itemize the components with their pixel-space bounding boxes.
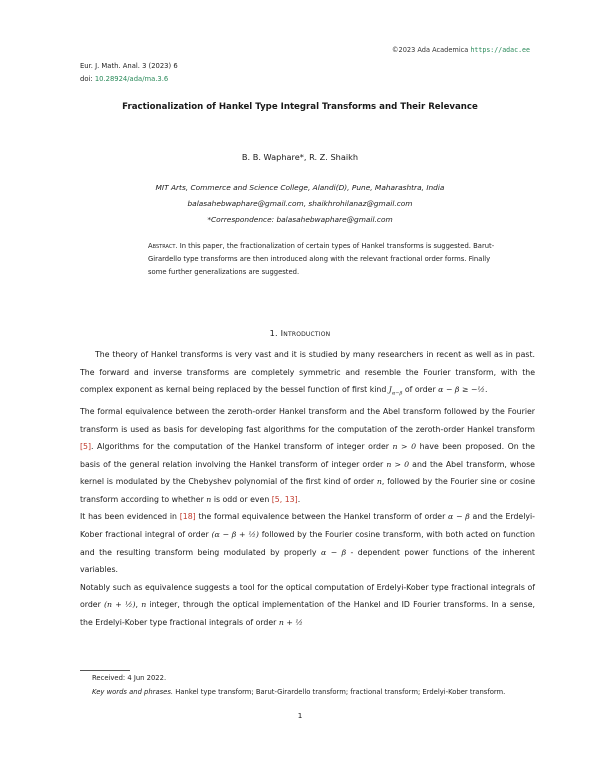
body-text bbox=[80, 346, 535, 631]
journal-url[interactable]: https://adac.ee bbox=[470, 46, 530, 54]
author-emails: balasahebwaphare@gmail.com, shaikhrohilanaz@gmail.com bbox=[187, 199, 413, 208]
doi-link[interactable]: 10.28924/ada/ma.3.6 bbox=[94, 75, 169, 83]
institution: MIT Arts, Commerce and Science College, Alandi(D), Pune, Maharashtra, India bbox=[155, 183, 445, 192]
abstract bbox=[148, 240, 510, 280]
paper-title: Fractionalization of Hankel Type Integral Transforms and Their Relevance bbox=[122, 102, 478, 112]
keywords-label: Key words and phrases. bbox=[92, 687, 174, 696]
footnote-rule bbox=[80, 670, 130, 671]
journal-citation: Eur. J. Math. Anal. 3 (2023) 6 bbox=[80, 62, 178, 70]
running-header bbox=[392, 46, 530, 54]
received-date: Received: 4 Jun 2022. bbox=[92, 674, 167, 682]
authors: B. B. Waphare*, R. Z. Shaikh bbox=[241, 152, 359, 162]
paragraph-1: The theory of Hankel transforms is very vast and it is studied by many researchers in recent as well as in past. The forward and inverse transforms are completely symmetric and resemble the Fourier transform, with the complex exponent as kernal being replaced by the bessel function of first kind $J_{\alpha-\beta}$ of order α − β ≥ −½. bbox=[80, 350, 535, 397]
section-heading bbox=[0, 328, 600, 338]
section-number: 1. bbox=[269, 328, 278, 338]
page-number: 1 bbox=[297, 711, 303, 720]
abstract-text: In this paper, the fractionalization of certain types of Hankel transforms is suggested. Barut-Girardello type transforms are then introduced along with the relevant fractional order forms. Finally some further generalizations are suggested. bbox=[148, 242, 495, 277]
citation-link[interactable]: [5, 13] bbox=[271, 494, 298, 504]
section-title: Introduction bbox=[280, 328, 331, 338]
correspondence: *Correspondence: balasahebwaphare@gmail.com bbox=[207, 215, 393, 224]
doi-line bbox=[80, 73, 178, 86]
affiliation bbox=[0, 180, 600, 228]
citation-link[interactable]: [18] bbox=[179, 512, 196, 522]
paragraph-4: Notably such as equivalence suggests a tool for the optical computation of Erdelyi-Kober type fractional integrals of order (n + ½), n integer, through the optical implementation of the Hankel and ID Fourier transforms. In a sense, the Erdelyi-Kober type fractional integrals of order n + ½ bbox=[80, 582, 535, 627]
abstract-label: Abstract. bbox=[148, 242, 178, 250]
keywords-text: Hankel type transform; Barut-Girardello transform; fractional transform; Erdelyi-Kober transform. bbox=[175, 687, 506, 696]
footnote bbox=[80, 672, 535, 699]
citation-link[interactable]: [5] bbox=[80, 442, 92, 452]
journal-info bbox=[80, 60, 178, 86]
keywords bbox=[80, 686, 535, 700]
paragraph-2: The formal equivalence between the zeroth-order Hankel transform and the Abel transform followed by the Fourier transform is used as basis for developing fast algorithms for the computation of the zeroth-order Hankel transform [5]. Algorithms for the computation of the Hankel transform of integer order n > 0 have been proposed. On the basis of the general relation involving the Hankel transform of integer order n > 0 and the Abel transform, whose kernel is modulated by the Chebyshev polynomial of the first kind of order n, followed by the Fourier sine or cosine transform according to whether n is odd or even [5, 13]. bbox=[80, 407, 536, 504]
doi-label: doi: bbox=[80, 75, 93, 83]
copyright: ©2023 Ada Academica bbox=[391, 46, 469, 54]
paragraph-3: It has been evidenced in [18] the formal equivalence between the Hankel transform of order α − β and the Erdelyi-Kober fractional integral of order (α − β + ½) followed by the Fourier cosine transform, with both acted on function and the resulting transform being modulated by properly α − β - dependent power functions of the inherent variables. bbox=[80, 512, 535, 575]
